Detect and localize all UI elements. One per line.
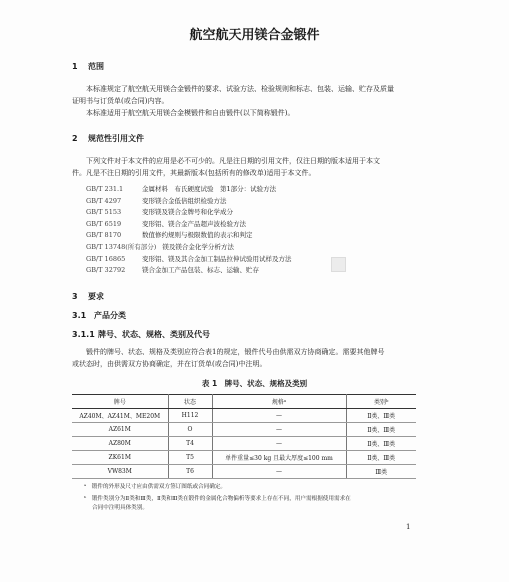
table-cell: Ⅱ类、Ⅲ类 <box>346 409 416 423</box>
table-cell: H112 <box>168 409 212 423</box>
paragraph-line: 证明书与订货单(或合同)内容。 <box>72 97 169 105</box>
paragraph-line: 或状态时，由供需双方协商确定，并在订货单(或合同)中注明。 <box>72 360 267 368</box>
paragraph-line: 本标准适用于航空航天用镁合金模锻件和自由锻件(以下简称锻件)。 <box>86 109 295 117</box>
section-number: 3.1.1 <box>72 330 95 339</box>
reference-name: 镁合金加工产品包装、标志、运输、贮存 <box>142 266 259 275</box>
section-title: 规范性引用文件 <box>88 134 144 143</box>
table-row <box>72 423 416 437</box>
table-cell: AZ40M、AZ41M、ME20M <box>72 409 168 423</box>
reference-name: 变形铝、镁合金产品超声波检验方法 <box>142 219 246 228</box>
reference-code: GB/T 231.1 <box>86 185 124 193</box>
reference-code: GB/T 8170 <box>86 231 122 240</box>
table-cell: ZK61M <box>72 451 168 465</box>
column-header: 状态 <box>168 395 212 409</box>
table-cell: T6 <box>168 465 212 479</box>
section-title: 范围 <box>88 62 104 71</box>
section-1-heading <box>72 61 104 72</box>
column-header: 规格ᵃ <box>212 395 346 409</box>
column-header: 类别ᵇ <box>346 395 416 409</box>
reference-name: 变形镁及镁合金牌号和化学成分 <box>142 208 233 217</box>
table-header-row <box>72 395 416 409</box>
table-cell: — <box>212 409 346 423</box>
reference-item <box>86 242 292 254</box>
reference-item <box>86 230 292 242</box>
reference-item <box>86 207 292 219</box>
reference-name: 镁及镁合金化学分析方法 <box>162 242 234 251</box>
section-3-1-1-heading <box>72 329 210 340</box>
reference-item <box>86 254 292 266</box>
reference-item <box>86 265 292 277</box>
footnote-a: ᵃ 锻件的外形及尺寸应由供需双方签订图纸或合同确定。 <box>84 484 227 490</box>
reference-item <box>86 196 292 208</box>
reference-code: GB/T 5153 <box>86 208 122 217</box>
reference-item <box>86 184 292 196</box>
reference-name: 变形镁合金低倍组织检验方法 <box>142 196 227 205</box>
paragraph-line: 件。凡是不注日期的引用文件，其最新版本(包括所有的修改单)适用于本文件。 <box>72 169 316 177</box>
section-number: 1 <box>72 62 78 71</box>
table-cell: Ⅱ类、Ⅲ类 <box>346 423 416 437</box>
table-row <box>72 465 416 479</box>
reference-name: 数值修约规则与极限数值的表示和判定 <box>142 231 253 240</box>
section-2-body <box>72 155 444 179</box>
table-row <box>72 437 416 451</box>
section-3-1-heading <box>72 310 126 321</box>
reference-code: GB/T 16865 <box>86 254 126 263</box>
section-3-heading <box>72 291 104 302</box>
section-1-body <box>72 83 444 119</box>
document-title: 航空航天用镁合金锻件 <box>189 28 320 43</box>
paragraph-line: 锻件的牌号、状态、规格及类别应符合表1的规定，锻件代号由供需双方协商确定。需要其他牌号 <box>86 348 385 356</box>
table-cell: Ⅲ类 <box>346 465 416 479</box>
table-cell: AZ80M <box>72 437 168 451</box>
reference-code: GB/T 4297 <box>86 196 122 205</box>
table-cell: — <box>212 423 346 437</box>
section-title: 要求 <box>88 292 104 301</box>
column-header: 牌号 <box>72 395 168 409</box>
footnote-b-continued: 合同中注明具体类别。 <box>92 505 148 511</box>
scan-mark <box>331 257 346 272</box>
footnote-b: ᵇ 锻件类别分为Ⅱ类和Ⅲ类，Ⅱ类和Ⅲ类在锻件的金属化合物偏析等要求上存在不同，用户需根据使用需求在 <box>84 496 351 502</box>
table-cell: AZ61M <box>72 423 168 437</box>
table-cell: Ⅱ类、Ⅲ类 <box>346 437 416 451</box>
table-cell: 单件重量≤30 kg 且最大厚度≤100 mm <box>212 451 346 465</box>
section-number: 2 <box>72 134 78 143</box>
table-cell: VW83M <box>72 465 168 479</box>
table-cell: O <box>168 423 212 437</box>
table-cell: T4 <box>168 437 212 451</box>
section-2-heading <box>72 133 144 144</box>
reference-code: GB/T 32792 <box>86 266 126 275</box>
section-number: 3 <box>72 292 78 301</box>
section-title: 产品分类 <box>94 311 126 320</box>
normative-references-list <box>86 184 292 277</box>
section-title: 牌号、状态、规格、类别及代号 <box>98 330 210 339</box>
table-caption: 表 1 牌号、状态、规格及类别 <box>201 379 308 388</box>
table-row <box>72 409 416 423</box>
table-footnotes <box>84 483 424 513</box>
reference-item <box>86 219 292 231</box>
paragraph-line: 本标准规定了航空航天用镁合金锻件的要求、试验方法、检验规则和标志、包装、运输、贮存及质量 <box>86 85 394 93</box>
reference-name: 金属材料 布氏硬度试验 第1部分：试验方法 <box>142 185 277 193</box>
reference-code: GB/T 6519 <box>86 219 122 228</box>
section-number: 3.1 <box>72 311 87 320</box>
section-3-1-1-body <box>72 346 444 370</box>
table-cell: Ⅱ类、Ⅲ类 <box>346 451 416 465</box>
page-number: 1 <box>406 523 411 531</box>
table-cell: — <box>212 437 346 451</box>
paragraph-line: 下列文件对于本文件的应用是必不可少的。凡是注日期的引用文件，仅注日期的版本适用于本文 <box>86 157 380 165</box>
table-cell: T5 <box>168 451 212 465</box>
reference-code: GB/T 13748(所有部分) <box>86 242 157 251</box>
grade-temper-table <box>72 394 416 479</box>
table-cell: — <box>212 465 346 479</box>
table-row <box>72 451 416 465</box>
reference-name: 变形铝、镁及其合金加工制品拉伸试验用试样及方法 <box>142 254 292 263</box>
